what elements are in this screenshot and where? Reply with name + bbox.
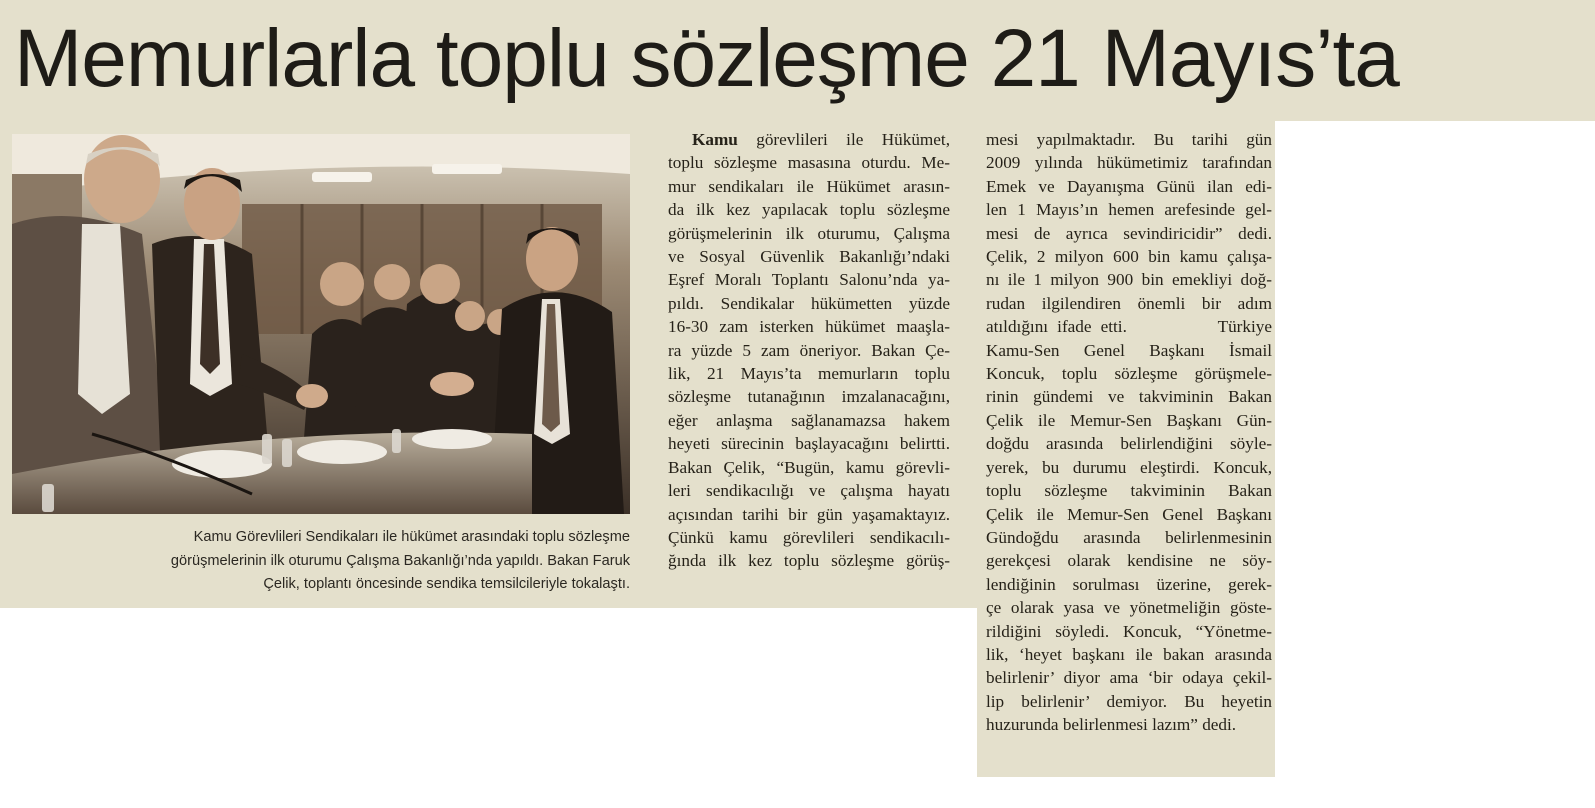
article-line: yerek, bu durumu eleştirdi. Koncuk, xyxy=(986,457,1272,477)
article-line: toplu sözleşme takviminin Bakan xyxy=(986,481,1272,501)
article-line: heyeti sürecinin başlayacağını belirtti. xyxy=(668,434,950,454)
article-line: len 1 Mayıs’ın hemen arefesinde gel- xyxy=(986,200,1272,220)
caption-line: Kamu Görevlileri Sendikaları ile hükümet arasındaki toplu sözleşme xyxy=(193,529,630,545)
article-line: Eşref Moralı Toplantı Salonu’nda ya- xyxy=(668,270,950,290)
caption-line: Çelik, toplantı öncesinde sendika temsilcileriyle tokalaştı. xyxy=(263,576,630,592)
article-line: ğında ilk kez toplu sözleşme görüş- xyxy=(668,551,950,571)
article-line xyxy=(668,128,950,151)
article-line: görüşmelerinin ilk oturumu, Çalışma xyxy=(668,223,950,243)
article-line: huzurunda belirlenmesi lazım” dedi. xyxy=(986,715,1237,735)
article-line: eğer anlaşma sağlanamazsa hakem xyxy=(668,410,950,430)
photo-meeting-handshake xyxy=(12,134,630,514)
article-line: Çelik ile Memur-Sen Başkanı Gün- xyxy=(986,410,1272,430)
article-line: lik, 21 Mayıs’ta memurların toplu xyxy=(668,364,950,384)
article-line: mur sendikaları ile Hükümet arasın- xyxy=(668,176,950,196)
article-line: rildiğini söyledi. Koncuk, “Yönetme- xyxy=(986,621,1272,641)
article-line: pıldı. Sendikalar hükümetten yüzde xyxy=(668,293,950,313)
article-line: sözleşme tutanağının imzalanacağını, xyxy=(668,387,950,407)
article-line: lip belirlenir’ demiyor. Bu heyetin xyxy=(986,691,1272,711)
article-line: Kamu-Sen Genel Başkanı İsmail xyxy=(986,340,1272,360)
article-line: çe olarak yasa ve yönetmeliğin göste- xyxy=(986,598,1272,618)
article-line: Gündoğdu arasında belirlenmesinin xyxy=(986,527,1272,547)
article-line-text: görevlileri ile Hükümet, xyxy=(756,130,950,149)
article-line: açısından tarihi bir gün yaşamaktayız. xyxy=(668,504,950,524)
article-line: da ilk kez yapılacak toplu sözleşme xyxy=(668,200,950,220)
article-line: Koncuk, toplu sözleşme görüşmele- xyxy=(986,364,1272,384)
article-line: gerekçesi olarak kendisine ne söy- xyxy=(986,551,1272,571)
caption-line: görüşmelerinin ilk oturumu Çalışma Bakanlığı’nda yapıldı. Bakan Faruk xyxy=(170,552,630,569)
news-photo xyxy=(12,134,630,514)
article-line: Çünkü kamu görevlileri sendikacılı- xyxy=(668,527,950,547)
article-line: mesi yapılmaktadır. Bu tarihi gün xyxy=(986,130,1272,149)
article-line: 16-30 zam isterken hükümet maaşla- xyxy=(668,317,950,337)
headline: Memurlarla toplu sözleşme 21 Mayıs’ta xyxy=(14,13,1399,104)
article-line: atıldığını ifade etti. Türkiye xyxy=(986,317,1272,337)
article-line: toplu sözleşme masasına oturdu. Me- xyxy=(668,153,950,173)
article-line: rinin gündemi ve takviminin Bakan xyxy=(986,387,1272,407)
article-line: leri sendikacılığı ve çalışma hayatı xyxy=(668,481,950,501)
article-line: 2009 yılında hükümetimiz tarafından xyxy=(986,153,1272,173)
article-line: Emek ve Dayanışma Günü ilan edi- xyxy=(986,176,1272,196)
article-line: mesi de ayrıca sevindiricidir” dedi. xyxy=(986,223,1272,243)
article-line: ve Sosyal Güvenlik Bakanlığı’ndaki xyxy=(668,247,950,267)
article-line: lik, ‘heyet başkanı ile bakan arasında xyxy=(986,644,1272,664)
article-line: Bakan Çelik, “Bugün, kamu görevli- xyxy=(668,457,950,477)
article-column-2 xyxy=(986,128,1272,737)
article-line: belirlenir’ diyor ama ‘bir odaya çekil- xyxy=(986,668,1272,688)
article-line: lendiğinin sorulması üzerine, gerek- xyxy=(986,574,1272,594)
article-column-1 xyxy=(668,128,950,573)
article-line: ra yüzde 5 zam öneriyor. Bakan Çe- xyxy=(668,340,950,360)
article-lead-word: Kamu xyxy=(692,130,738,149)
article-line: Çelik ile Memur-Sen Genel Başkanı xyxy=(986,504,1272,524)
article-line: doğdu arasında belirlendiğini söyle- xyxy=(986,434,1272,454)
article-line: nı ile 1 milyon 900 bin emekliyi doğ- xyxy=(986,270,1272,290)
photo-caption xyxy=(60,526,630,597)
article-line: Çelik, 2 milyon 600 bin kamu çalışa- xyxy=(986,247,1272,267)
article-line: rudan ilgilendiren önemli bir adım xyxy=(986,293,1272,313)
